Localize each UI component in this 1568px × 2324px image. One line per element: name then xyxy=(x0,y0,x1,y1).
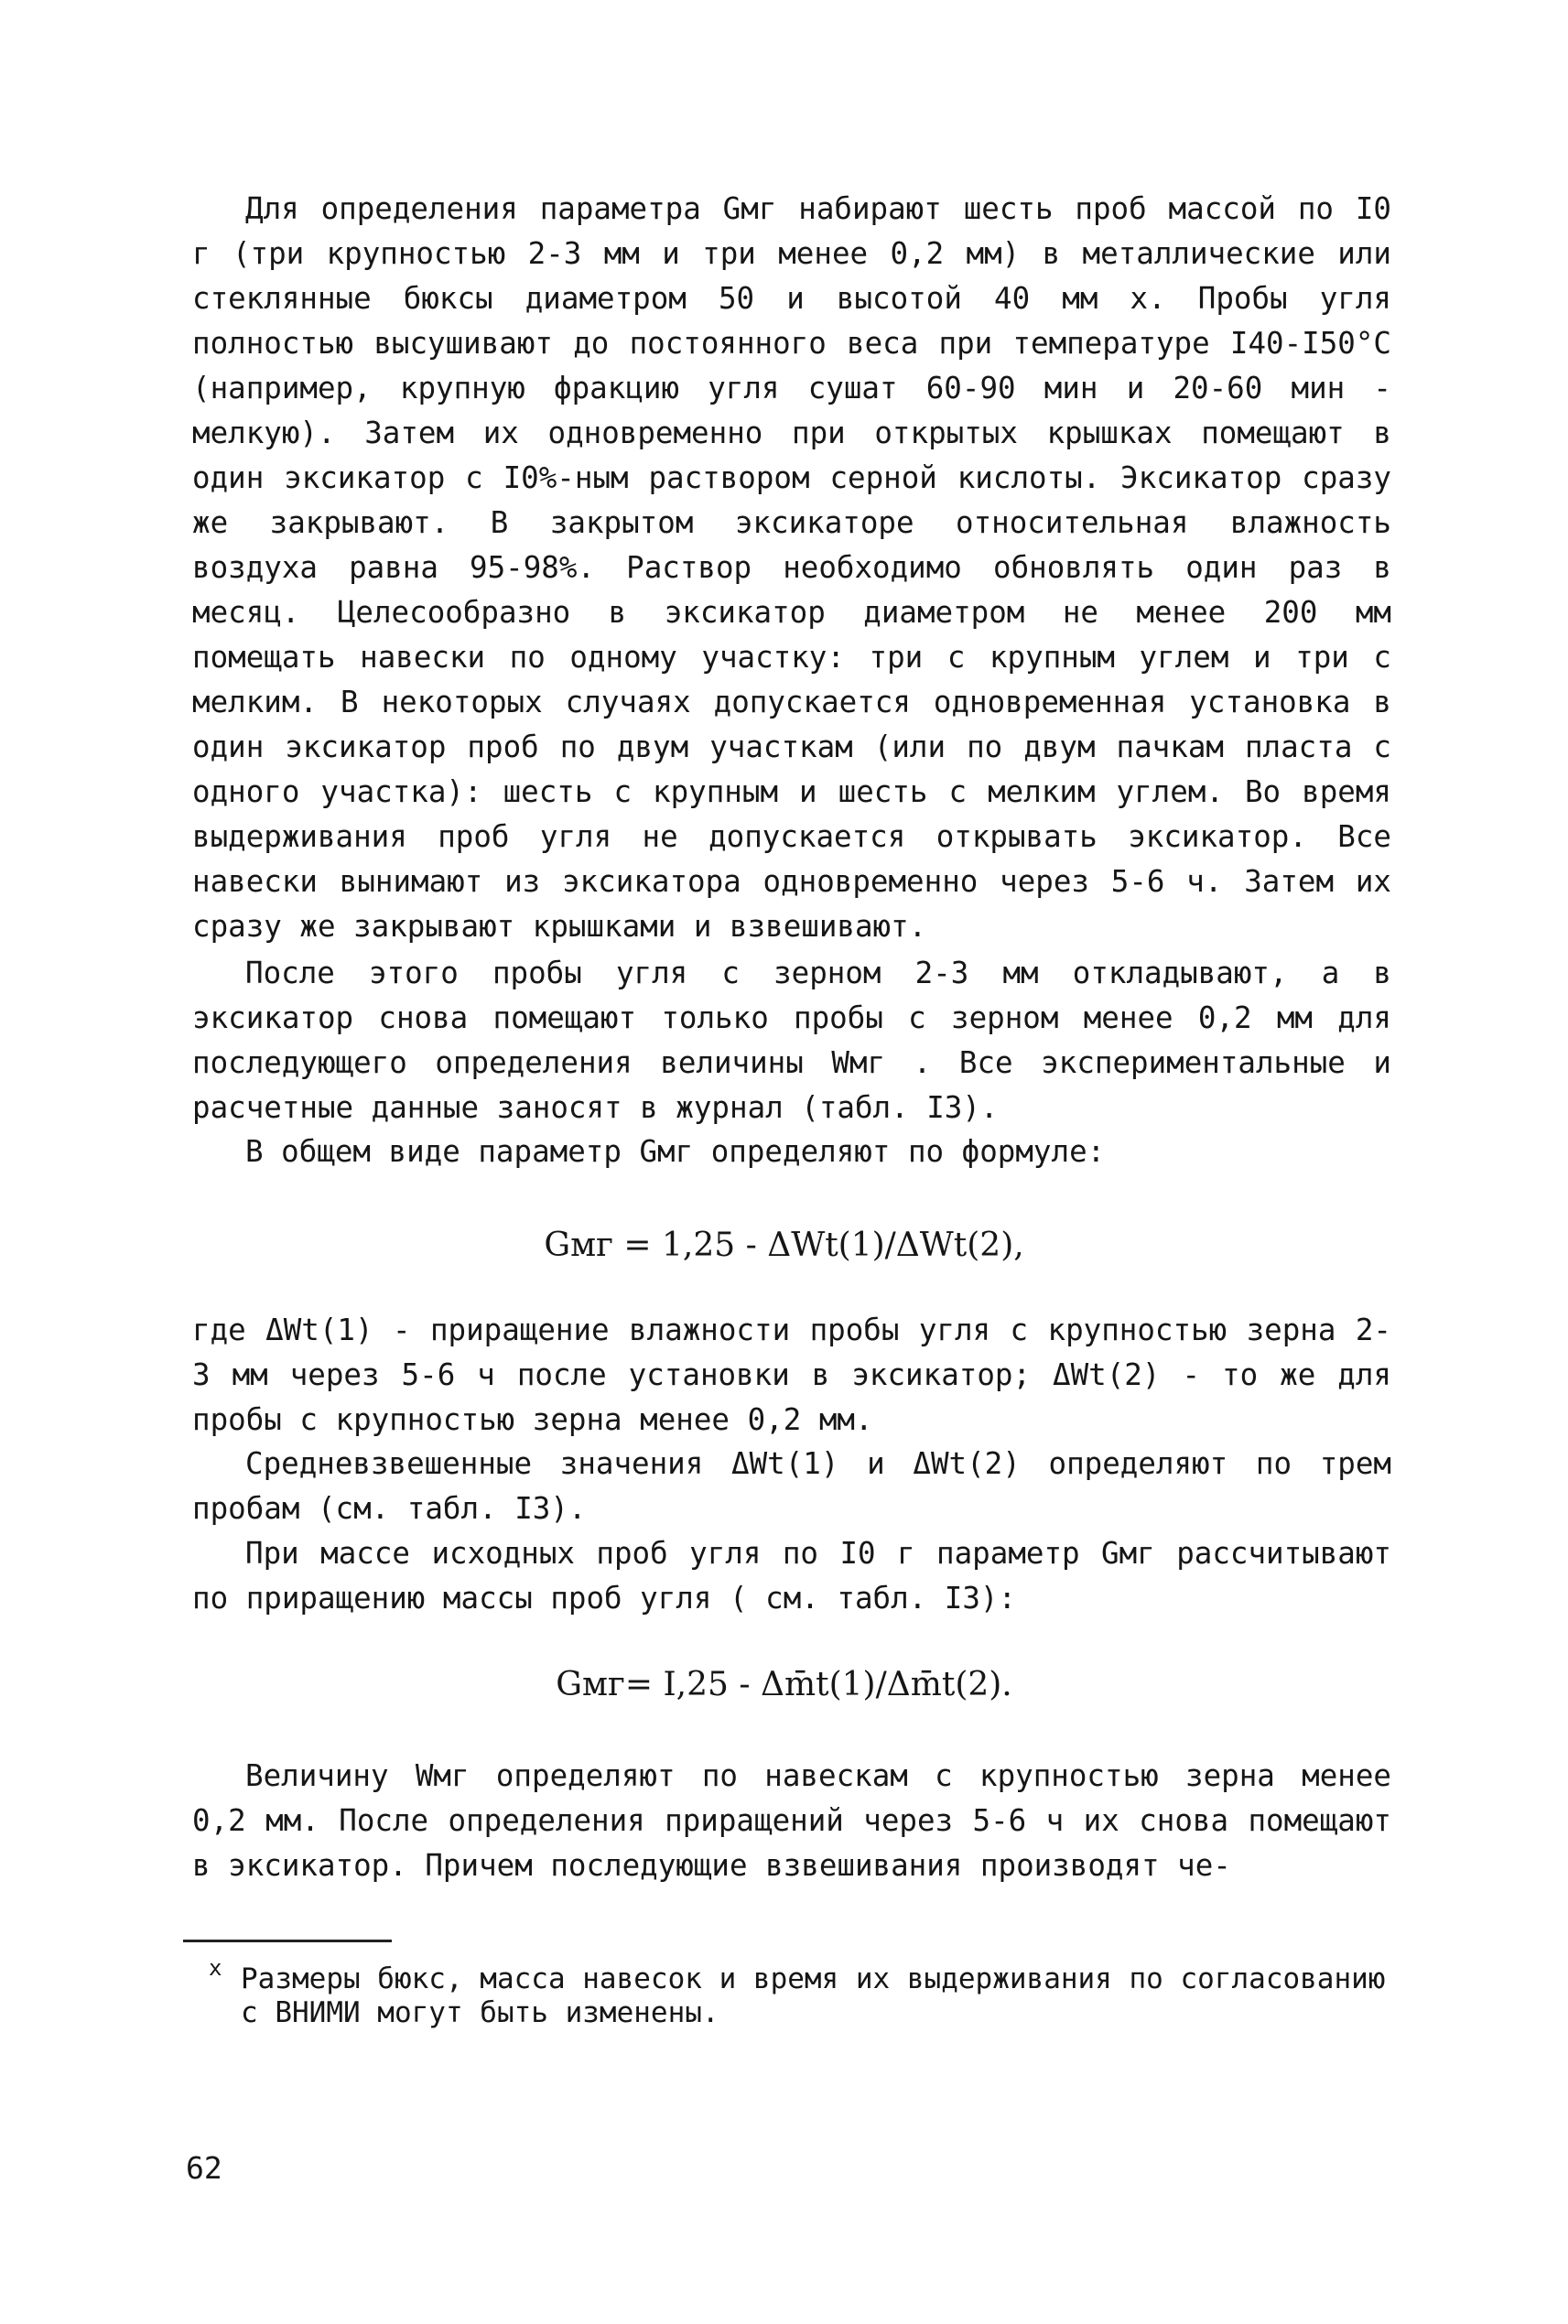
paragraph-2: После этого пробы угля с зерном 2-3 мм откладывают, а в эксикатор снова помещают только пробы с зерном менее 0,2 мм для последующего определения величины Wмг . Все экспериментальные и расчетные данные заносят в журнал (табл. I3). xyxy=(192,956,1391,1125)
paragraph-4: где ΔWt(1) - приращение влажности пробы угля с крупностью зерна 2-3 мм через 5-6 ч после установки в эксикатор; ΔWt(2) - то же для пробы с крупностью зерна менее 0,2 мм. xyxy=(192,1313,1391,1437)
paragraph-7: Величину Wмг определяют по навескам с крупностью зерна менее 0,2 мм. После определения приращений через 5-6 ч их снова помещают в эксикатор. Причем последующие взвешивания производят че- xyxy=(192,1758,1391,1883)
paragraph-6: При массе исходных проб угля по I0 г параметр Gмг рассчитывают по приращению массы проб угля ( см. табл. I3): xyxy=(192,1536,1391,1616)
paragraph-1: Для определения параметра Gмг набирают шесть проб массой по I0 г (три крупностью 2-3 мм и три менее 0,2 мм) в металлические или стеклянные бюксы диаметром 50 и высотой 40 мм х. Пробы угля полностью высушивают до постоянного веса при температуре I40-I50°С (например, крупную фракцию угля сушат 60-90 мин и 20-60 мин - мелкую). Затем их одновременно при открытых крышках помещают в один эксикатор с I0%-ным раствором серной кислоты. Эксикатор сразу же закрывают. В закрытом эксикаторе относительная влажность воздуха равна 95-98%. Раствор необходимо обновлять один раз в месяц. Целесообразно в эксикатор диаметром не менее 200 мм помещать навески по одному участку: три с крупным углем и три с мелким. В некоторых случаях допускается одновременная установка в один эксикатор проб по двум участкам (или по двум пачкам пласта с одного участка): шесть с крупным и шесть с мелким углем. Во время выдерживания проб угля не допускается открывать эксикатор. Все навески вынимают из эксикатора одновременно через 5-6 ч. Затем их сразу же закрывают крышками и взвешивают. xyxy=(192,191,1391,944)
formula-g-mg-moisture: Gмг = 1,25 - ΔWt(1)/ΔWt(2), xyxy=(544,1227,1024,1264)
paragraph-3: В общем виде параметр Gмг определяют по формуле: xyxy=(245,1134,1106,1169)
footnote-text: Размеры бюкс, масса навесок и время их выдерживания по согласованию с ВНИМИ могут быть изменены. xyxy=(241,1962,1386,2029)
footnote-marker: х xyxy=(209,1955,222,1981)
footnote-divider xyxy=(183,1940,392,1942)
formula-g-mg-mass: Gмг= I,25 - Δm̄t(1)/Δm̄t(2). xyxy=(556,1666,1012,1703)
page-number: 62 xyxy=(186,2150,222,2186)
paragraph-5: Средневзвешенные значения ΔWt(1) и ΔWt(2) определяют по трем пробам (см. табл. I3). xyxy=(192,1446,1391,1526)
